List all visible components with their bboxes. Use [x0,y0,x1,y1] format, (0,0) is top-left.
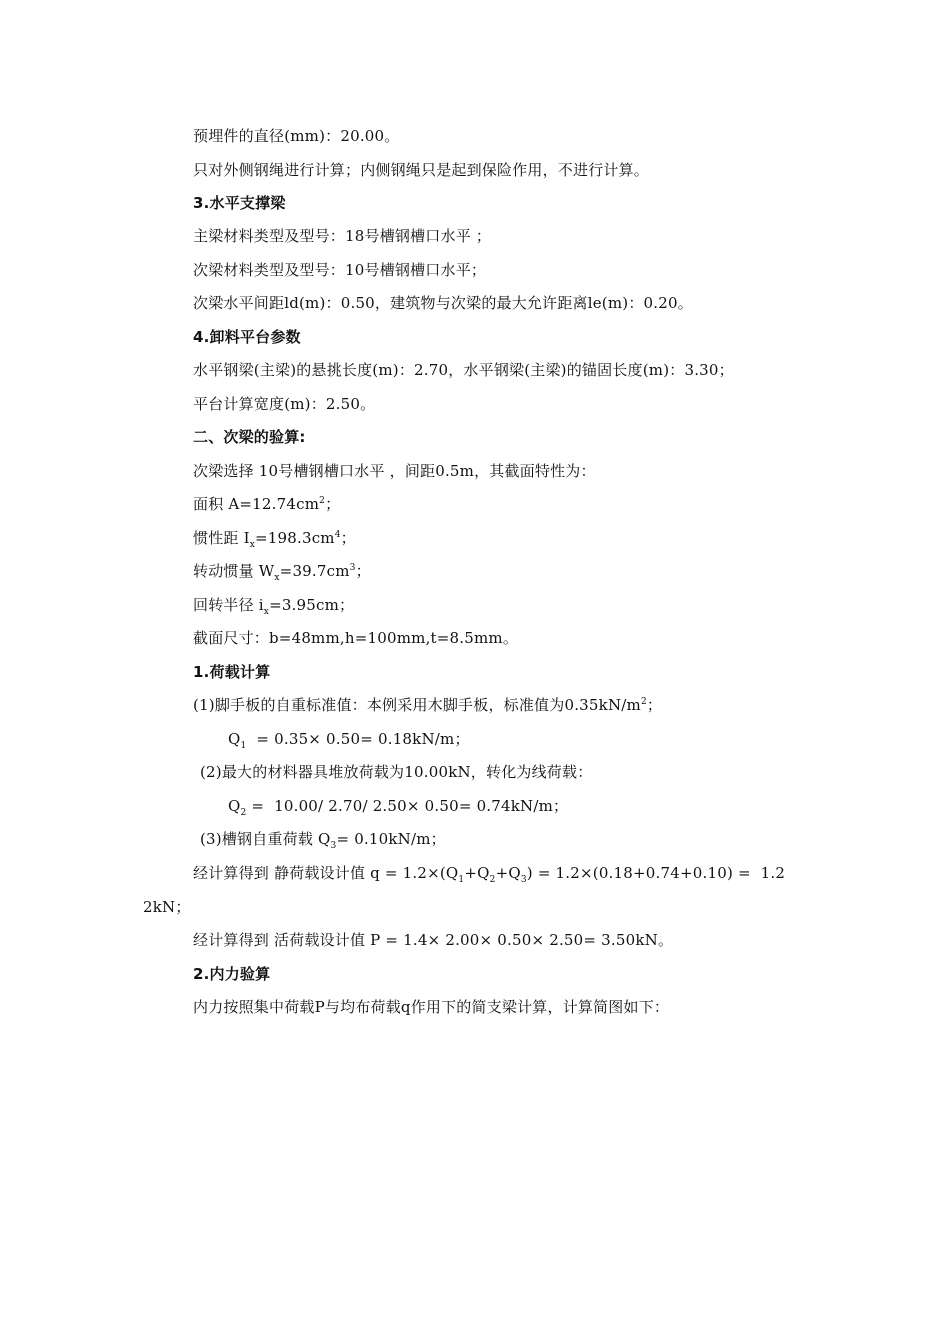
inertia-exponent: 4 [334,530,341,540]
section-modulus-exponent: 3 [349,563,356,573]
inertia-line [193,528,356,548]
radius-gyration-line [193,595,354,615]
section-dimensions-line: 截面尺寸：b=48mm,h=100mm,t=8.5mm。 [193,629,519,647]
section-heading-secondary-beam-check: 二、次梁的验算: [193,428,306,446]
inertia-label: 惯性距 I [193,529,250,547]
q1-subscript: 1 [240,741,247,751]
secondary-beam-spacing-line: 次梁水平间距ld(m)：0.50，建筑物与次梁的最大允许距离le(m)：0.20。 [193,294,693,312]
q1-expression: = 0.35× 0.50= 0.18kN/m； [246,730,470,748]
section-modulus-label: 转动惯量 W [193,562,275,580]
q1-formula-line [228,729,470,749]
area-line [193,494,340,514]
section-modulus-subscript: x [274,573,280,583]
inertia-subscript: x [249,540,255,550]
dead-load-text-c: +Q [495,864,521,882]
q2-formula-line [228,796,568,816]
area-end: ； [325,495,341,513]
section-modulus-end: ； [355,562,371,580]
q2-expression: = 10.00/ 2.70/ 2.50× 0.50= 0.74kN/m； [246,797,569,815]
channel-self-weight-value: = 0.10kN/m； [336,830,446,848]
dead-load-sub-1: 1 [458,875,465,885]
section-modulus-line [193,561,371,581]
scaffold-board-load-exponent: 2 [640,697,647,707]
dead-load-text-b: +Q [464,864,490,882]
cantilever-length-line: 水平钢梁(主梁)的悬挑长度(m)：2.70，水平钢梁(主梁)的锚固长度(m)：3.30； [193,361,734,379]
area-text: 面积 A=12.74cm [193,495,320,513]
inertia-value: =198.3cm [254,529,335,547]
dead-load-continuation: 2kN； [143,898,191,916]
channel-self-weight-line [200,829,446,849]
secondary-beam-type-line: 次梁材料类型及型号：10号槽钢槽口水平； [193,261,487,279]
section-heading-platform-params: 4.卸料平台参数 [193,328,301,346]
scaffold-board-load-line [193,695,662,715]
embed-diameter-line: 预埋件的直径(mm)：20.00。 [193,127,400,145]
live-load-design-line: 经计算得到 活荷载设计值 P = 1.4× 2.00× 0.50× 2.50= 3.50kN。 [193,931,674,949]
area-exponent: 2 [319,496,326,506]
q3-subscript: 3 [330,841,337,851]
dead-load-sub-3: 3 [520,875,527,885]
platform-width-line: 平台计算宽度(m)：2.50。 [193,395,376,413]
radius-gyration-value: =3.95cm； [269,596,355,614]
dead-load-design-line [193,863,785,883]
section-modulus-value: =39.7cm [279,562,350,580]
cable-note-line: 只对外侧钢绳进行计算；内侧钢绳只是起到保险作用，不进行计算。 [193,161,650,179]
section-heading-internal-force: 2.内力验算 [193,965,271,983]
channel-self-weight-text: (3)槽钢自重荷载 Q [200,830,331,848]
section-heading-horizontal-beam: 3.水平支撑梁 [193,194,286,212]
radius-gyration-label: 回转半径 i [193,596,264,614]
scaffold-board-load-text: (1)脚手板的自重标准值：本例采用木脚手板，标准值为0.35kN/m [193,696,641,714]
material-load-line: (2)最大的材料器具堆放荷载为10.00kN，转化为线荷载： [200,763,593,781]
q1-symbol: Q [228,730,241,748]
inertia-end: ； [340,529,356,547]
scaffold-board-load-end: ； [646,696,663,714]
section-heading-load-calc: 1.荷载计算 [193,663,271,681]
radius-gyration-subscript: x [263,607,270,617]
dead-load-sub-2: 2 [489,875,496,885]
secondary-beam-selection-line: 次梁选择 10号槽钢槽口水平 ，间距0.5m，其截面特性为： [193,462,596,480]
internal-force-description-line: 内力按照集中荷载P与均布荷载q作用下的简支梁计算，计算简图如下： [193,998,670,1016]
dead-load-text-d: ) = 1.2×(0.18+0.74+0.10) = 1.2 [526,864,786,882]
main-beam-type-line: 主梁材料类型及型号：18号槽钢槽口水平 ； [193,227,492,245]
q2-subscript: 2 [240,808,247,818]
q2-symbol: Q [228,797,241,815]
dead-load-text-a: 经计算得到 静荷载设计值 q = 1.2×(Q [193,864,459,882]
